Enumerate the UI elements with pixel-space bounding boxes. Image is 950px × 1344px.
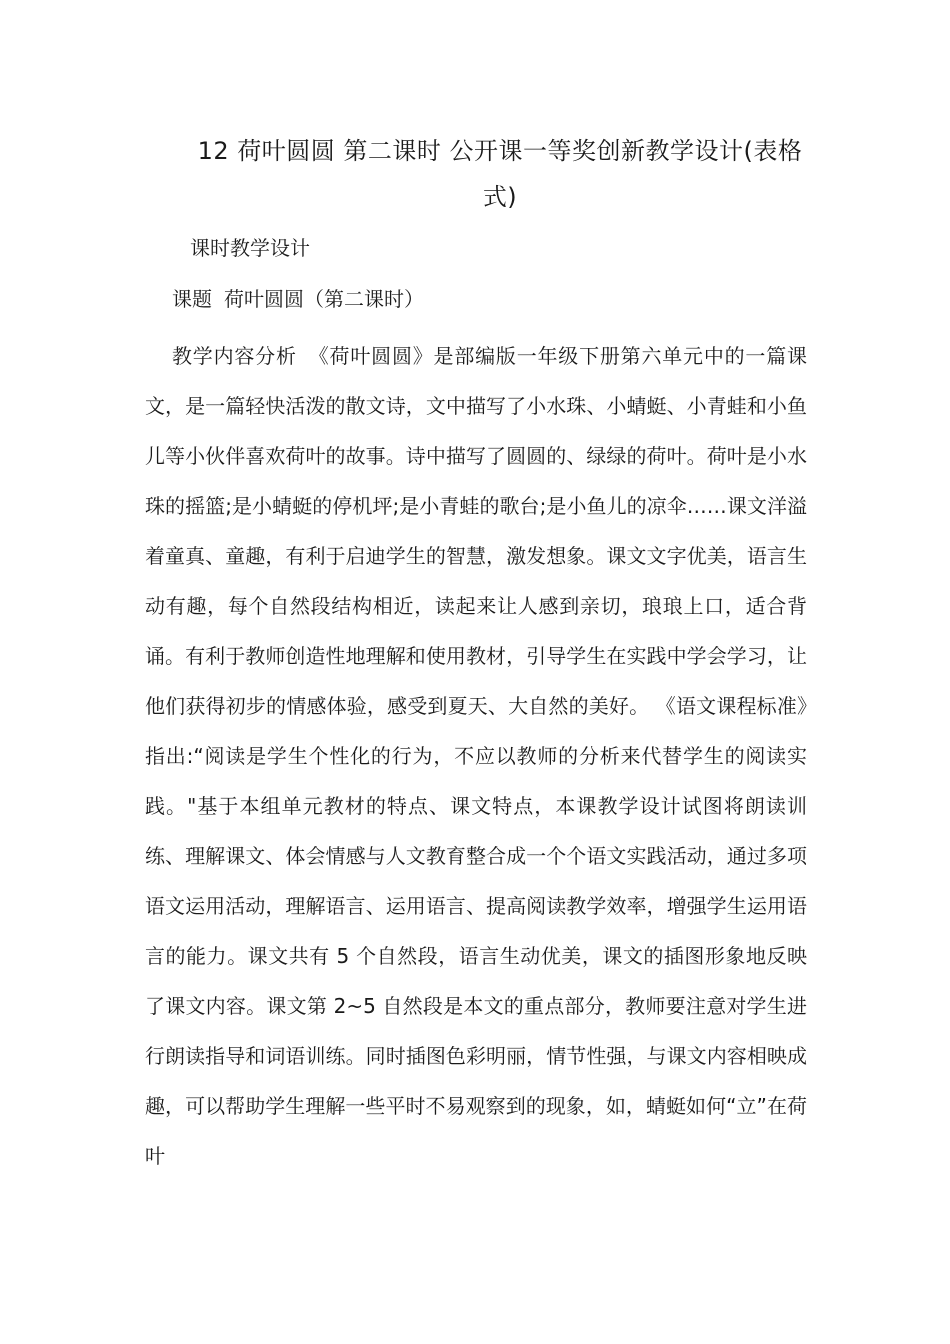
analysis-label: 教学内容分析 (172, 344, 297, 368)
topic-value: 荷叶圆圆（第二课时） (224, 287, 424, 311)
section-label: 课时教学设计 (190, 236, 310, 260)
document-title: 12 荷叶圆圆 第二课时 公开课一等奖创新教学设计(表格式) (197, 137, 803, 211)
topic-line (172, 284, 424, 314)
analysis-paragraph (145, 331, 807, 1181)
analysis-text: 《荷叶圆圆》是部编版一年级下册第六单元中的一篇课文，是一篇轻快活泼的散文诗，文中描写了小水珠、小蜻蜓、小青蛙和小鱼儿等小伙伴喜欢荷叶的故事。诗中描写了圆圆的、绿绿的荷叶。荷叶是小水珠的摇篮;是小蜻蜓的停机坪;是小青蛙的歌台;是小鱼儿的凉伞……课文洋溢着童真、童趣，有利于启迪学生的智慧，激发想象。课文文字优美，语言生动有趣，每个自然段结构相近，读起来让人感到亲切，琅琅上口，适合背诵。有利于教师创造性地理解和使用教材，引导学生在实践中学会学习，让他们获得初步的情感体验，感受到夏天、大自然的美好。 《语文课程标准》指出:“阅读是学生个性化的行为，不应以教师的分析来代替学生的阅读实践。"基于本组单元教材的特点、课文特点，本课教学设计试图将朗读训练、理解课文、体会情感与人文教育整合成一个个语文实践活动，通过多项语文运用活动，理解语言、运用语言、提高阅读教学效率，增强学生运用语言的能力。课文共有 5 个自然段，语言生动优美，课文的插图形象地反映了课文内容。课文第 2~5 自然段是本文的重点部分，教师要注意对学生进行朗读指导和词语训练。同时插图色彩明丽，情节性强，与课文内容相映成趣，可以帮助学生理解一些平时不易观察到的现象，如，蜻蜓如何“立”在荷叶 (145, 344, 808, 1168)
topic-label: 课题 (172, 287, 212, 311)
